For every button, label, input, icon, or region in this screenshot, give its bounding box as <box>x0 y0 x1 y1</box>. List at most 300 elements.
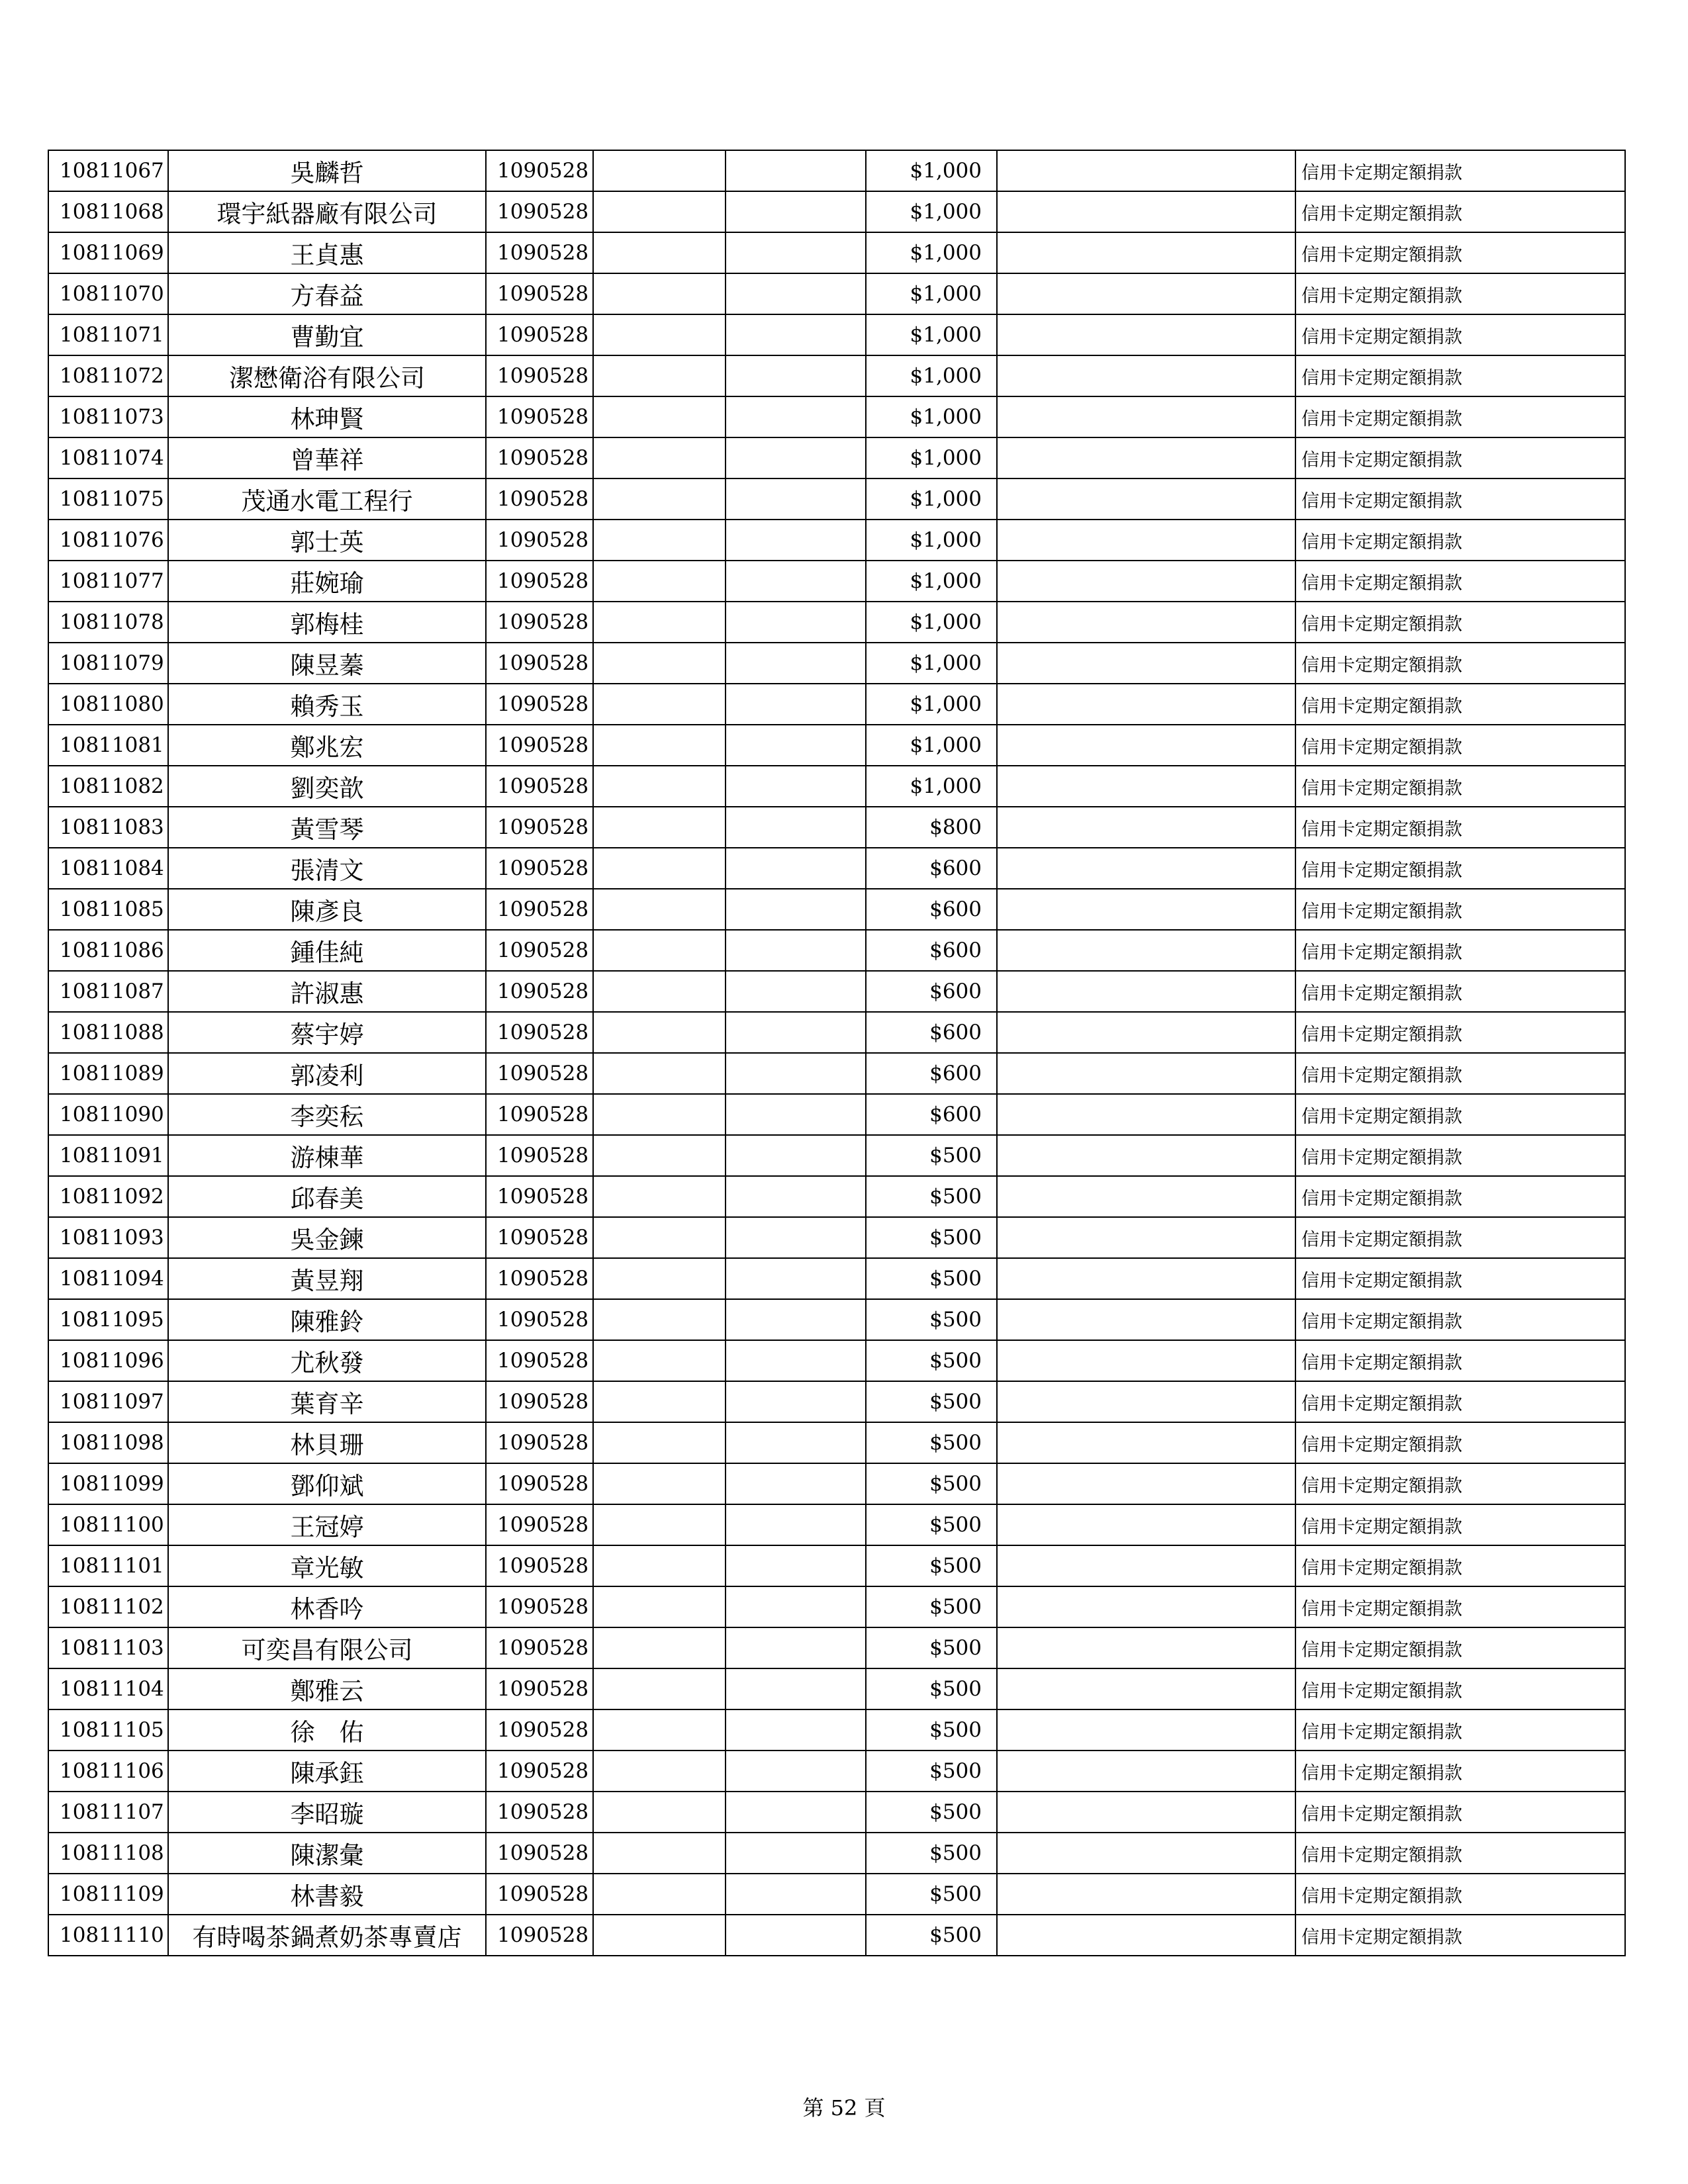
empty-cell-1 <box>593 1463 726 1504</box>
id-cell: 10811077 <box>48 561 168 602</box>
empty-cell-1 <box>593 1258 726 1299</box>
donor-name-cell: 王冠婷 <box>168 1504 486 1545</box>
table-row <box>48 561 1625 602</box>
id-cell: 10811103 <box>48 1627 168 1668</box>
note-cell: 信用卡定期定額捐款 <box>1295 1012 1625 1053</box>
empty-cell-1 <box>593 232 726 273</box>
table-row <box>48 971 1625 1012</box>
empty-cell-1 <box>593 1751 726 1792</box>
donor-name-cell: 林香吟 <box>168 1586 486 1627</box>
amount-cell: $500 <box>866 1299 997 1340</box>
amount-cell: $500 <box>866 1422 997 1463</box>
empty-cell-1 <box>593 1627 726 1668</box>
table-row <box>48 314 1625 355</box>
id-cell: 10811107 <box>48 1792 168 1833</box>
donor-name-cell: 環宇紙器廠有限公司 <box>168 191 486 232</box>
donor-name-cell: 王貞惠 <box>168 232 486 273</box>
empty-cell-3 <box>997 930 1295 971</box>
empty-cell-1 <box>593 561 726 602</box>
date-cell: 1090528 <box>486 1299 593 1340</box>
empty-cell-1 <box>593 396 726 437</box>
empty-cell-1 <box>593 273 726 314</box>
table-row <box>48 1915 1625 1956</box>
id-cell: 10811100 <box>48 1504 168 1545</box>
table-row <box>48 1340 1625 1381</box>
amount-cell: $1,000 <box>866 766 997 807</box>
table-row <box>48 684 1625 725</box>
empty-cell-2 <box>726 1053 866 1094</box>
donor-name-cell: 鄭兆宏 <box>168 725 486 766</box>
empty-cell-3 <box>997 684 1295 725</box>
empty-cell-1 <box>593 1668 726 1709</box>
table-row <box>48 1258 1625 1299</box>
empty-cell-1 <box>593 520 726 561</box>
date-cell: 1090528 <box>486 930 593 971</box>
empty-cell-2 <box>726 1545 866 1586</box>
table-row <box>48 232 1625 273</box>
note-cell: 信用卡定期定額捐款 <box>1295 602 1625 643</box>
date-cell: 1090528 <box>486 643 593 684</box>
table-row <box>48 1792 1625 1833</box>
amount-cell: $500 <box>866 1217 997 1258</box>
amount-cell: $1,000 <box>866 561 997 602</box>
date-cell: 1090528 <box>486 314 593 355</box>
donor-name-cell: 郭梅桂 <box>168 602 486 643</box>
empty-cell-3 <box>997 1012 1295 1053</box>
empty-cell-3 <box>997 1258 1295 1299</box>
id-cell: 10811097 <box>48 1381 168 1422</box>
table-row <box>48 1627 1625 1668</box>
empty-cell-1 <box>593 1874 726 1915</box>
table-row <box>48 1586 1625 1627</box>
id-cell: 10811104 <box>48 1668 168 1709</box>
empty-cell-2 <box>726 1135 866 1176</box>
note-cell: 信用卡定期定額捐款 <box>1295 725 1625 766</box>
empty-cell-2 <box>726 1340 866 1381</box>
empty-cell-3 <box>997 1751 1295 1792</box>
empty-cell-2 <box>726 1668 866 1709</box>
table-row <box>48 1381 1625 1422</box>
empty-cell-3 <box>997 1792 1295 1833</box>
empty-cell-1 <box>593 355 726 396</box>
amount-cell: $1,000 <box>866 314 997 355</box>
empty-cell-3 <box>997 520 1295 561</box>
amount-cell: $600 <box>866 889 997 930</box>
table-row <box>48 1751 1625 1792</box>
empty-cell-3 <box>997 437 1295 478</box>
empty-cell-2 <box>726 1792 866 1833</box>
id-cell: 10811101 <box>48 1545 168 1586</box>
empty-cell-3 <box>997 1874 1295 1915</box>
donor-name-cell: 章光敏 <box>168 1545 486 1586</box>
donor-name-cell: 郭凌利 <box>168 1053 486 1094</box>
donor-name-cell: 蔡宇婷 <box>168 1012 486 1053</box>
amount-cell: $1,000 <box>866 273 997 314</box>
table-row <box>48 1012 1625 1053</box>
empty-cell-2 <box>726 930 866 971</box>
donor-name-cell: 賴秀玉 <box>168 684 486 725</box>
id-cell: 10811108 <box>48 1833 168 1874</box>
empty-cell-3 <box>997 1504 1295 1545</box>
donor-name-cell: 莊婉瑜 <box>168 561 486 602</box>
id-cell: 10811095 <box>48 1299 168 1340</box>
donor-name-cell: 黃雪琴 <box>168 807 486 848</box>
table-row <box>48 602 1625 643</box>
empty-cell-2 <box>726 1094 866 1135</box>
amount-cell: $500 <box>866 1176 997 1217</box>
date-cell: 1090528 <box>486 561 593 602</box>
donor-name-cell: 黃昱翔 <box>168 1258 486 1299</box>
table-row <box>48 1709 1625 1751</box>
empty-cell-2 <box>726 355 866 396</box>
empty-cell-2 <box>726 1915 866 1956</box>
date-cell: 1090528 <box>486 766 593 807</box>
empty-cell-2 <box>726 1709 866 1751</box>
date-cell: 1090528 <box>486 1833 593 1874</box>
empty-cell-1 <box>593 1340 726 1381</box>
date-cell: 1090528 <box>486 807 593 848</box>
id-cell: 10811082 <box>48 766 168 807</box>
id-cell: 10811088 <box>48 1012 168 1053</box>
empty-cell-3 <box>997 1586 1295 1627</box>
id-cell: 10811085 <box>48 889 168 930</box>
donor-name-cell: 邱春美 <box>168 1176 486 1217</box>
note-cell: 信用卡定期定額捐款 <box>1295 1094 1625 1135</box>
empty-cell-3 <box>997 1217 1295 1258</box>
note-cell: 信用卡定期定額捐款 <box>1295 643 1625 684</box>
amount-cell: $500 <box>866 1340 997 1381</box>
amount-cell: $1,000 <box>866 478 997 520</box>
id-cell: 10811106 <box>48 1751 168 1792</box>
empty-cell-3 <box>997 807 1295 848</box>
note-cell: 信用卡定期定額捐款 <box>1295 1668 1625 1709</box>
table-row <box>48 273 1625 314</box>
donor-name-cell: 陳潔彙 <box>168 1833 486 1874</box>
empty-cell-3 <box>997 1135 1295 1176</box>
amount-cell: $1,000 <box>866 602 997 643</box>
id-cell: 10811078 <box>48 602 168 643</box>
note-cell: 信用卡定期定額捐款 <box>1295 273 1625 314</box>
empty-cell-1 <box>593 684 726 725</box>
date-cell: 1090528 <box>486 725 593 766</box>
note-cell: 信用卡定期定額捐款 <box>1295 1504 1625 1545</box>
date-cell: 1090528 <box>486 602 593 643</box>
table-row <box>48 150 1625 191</box>
date-cell: 1090528 <box>486 1792 593 1833</box>
amount-cell: $1,000 <box>866 396 997 437</box>
table-row <box>48 1504 1625 1545</box>
empty-cell-2 <box>726 437 866 478</box>
amount-cell: $600 <box>866 1094 997 1135</box>
empty-cell-3 <box>997 848 1295 889</box>
empty-cell-2 <box>726 1586 866 1627</box>
id-cell: 10811071 <box>48 314 168 355</box>
empty-cell-3 <box>997 1176 1295 1217</box>
id-cell: 10811094 <box>48 1258 168 1299</box>
table-row <box>48 725 1625 766</box>
note-cell: 信用卡定期定額捐款 <box>1295 1258 1625 1299</box>
table-row <box>48 1874 1625 1915</box>
table-row <box>48 1299 1625 1340</box>
amount-cell: $1,000 <box>866 355 997 396</box>
id-cell: 10811072 <box>48 355 168 396</box>
note-cell: 信用卡定期定額捐款 <box>1295 1463 1625 1504</box>
amount-cell: $1,000 <box>866 643 997 684</box>
empty-cell-3 <box>997 1340 1295 1381</box>
amount-cell: $500 <box>866 1463 997 1504</box>
amount-cell: $500 <box>866 1381 997 1422</box>
empty-cell-3 <box>997 1094 1295 1135</box>
date-cell: 1090528 <box>486 273 593 314</box>
note-cell: 信用卡定期定額捐款 <box>1295 561 1625 602</box>
note-cell: 信用卡定期定額捐款 <box>1295 1217 1625 1258</box>
empty-cell-2 <box>726 150 866 191</box>
empty-cell-1 <box>593 1709 726 1751</box>
amount-cell: $500 <box>866 1874 997 1915</box>
table-row <box>48 1053 1625 1094</box>
note-cell: 信用卡定期定額捐款 <box>1295 848 1625 889</box>
empty-cell-2 <box>726 1422 866 1463</box>
amount-cell: $500 <box>866 1792 997 1833</box>
donor-name-cell: 陳雅鈴 <box>168 1299 486 1340</box>
table-row <box>48 478 1625 520</box>
date-cell: 1090528 <box>486 437 593 478</box>
table-row <box>48 807 1625 848</box>
id-cell: 10811091 <box>48 1135 168 1176</box>
amount-cell: $800 <box>866 807 997 848</box>
note-cell: 信用卡定期定額捐款 <box>1295 1586 1625 1627</box>
empty-cell-1 <box>593 1915 726 1956</box>
donor-name-cell: 鄧仰斌 <box>168 1463 486 1504</box>
empty-cell-3 <box>997 396 1295 437</box>
date-cell: 1090528 <box>486 889 593 930</box>
table-row <box>48 848 1625 889</box>
empty-cell-3 <box>997 1053 1295 1094</box>
date-cell: 1090528 <box>486 1135 593 1176</box>
donor-name-cell: 茂通水電工程行 <box>168 478 486 520</box>
note-cell: 信用卡定期定額捐款 <box>1295 478 1625 520</box>
id-cell: 10811098 <box>48 1422 168 1463</box>
empty-cell-2 <box>726 1258 866 1299</box>
amount-cell: $500 <box>866 1833 997 1874</box>
empty-cell-1 <box>593 1792 726 1833</box>
id-cell: 10811096 <box>48 1340 168 1381</box>
empty-cell-1 <box>593 1833 726 1874</box>
note-cell: 信用卡定期定額捐款 <box>1295 807 1625 848</box>
date-cell: 1090528 <box>486 1422 593 1463</box>
id-cell: 10811086 <box>48 930 168 971</box>
empty-cell-1 <box>593 725 726 766</box>
date-cell: 1090528 <box>486 848 593 889</box>
empty-cell-3 <box>997 478 1295 520</box>
empty-cell-2 <box>726 520 866 561</box>
note-cell: 信用卡定期定額捐款 <box>1295 1915 1625 1956</box>
amount-cell: $1,000 <box>866 191 997 232</box>
note-cell: 信用卡定期定額捐款 <box>1295 766 1625 807</box>
amount-cell: $500 <box>866 1545 997 1586</box>
date-cell: 1090528 <box>486 478 593 520</box>
date-cell: 1090528 <box>486 1504 593 1545</box>
id-cell: 10811073 <box>48 396 168 437</box>
date-cell: 1090528 <box>486 1627 593 1668</box>
note-cell: 信用卡定期定額捐款 <box>1295 437 1625 478</box>
empty-cell-2 <box>726 889 866 930</box>
date-cell: 1090528 <box>486 1874 593 1915</box>
empty-cell-2 <box>726 971 866 1012</box>
amount-cell: $1,000 <box>866 437 997 478</box>
note-cell: 信用卡定期定額捐款 <box>1295 1751 1625 1792</box>
empty-cell-2 <box>726 478 866 520</box>
id-cell: 10811076 <box>48 520 168 561</box>
donor-name-cell: 陳昱蓁 <box>168 643 486 684</box>
note-cell: 信用卡定期定額捐款 <box>1295 191 1625 232</box>
empty-cell-3 <box>997 1915 1295 1956</box>
note-cell: 信用卡定期定額捐款 <box>1295 396 1625 437</box>
empty-cell-2 <box>726 1217 866 1258</box>
empty-cell-2 <box>726 191 866 232</box>
empty-cell-1 <box>593 314 726 355</box>
empty-cell-3 <box>997 1299 1295 1340</box>
donor-name-cell: 陳承鈺 <box>168 1751 486 1792</box>
donor-name-cell: 吳金鍊 <box>168 1217 486 1258</box>
date-cell: 1090528 <box>486 1915 593 1956</box>
note-cell: 信用卡定期定額捐款 <box>1295 355 1625 396</box>
amount-cell: $600 <box>866 848 997 889</box>
note-cell: 信用卡定期定額捐款 <box>1295 1709 1625 1751</box>
table-row <box>48 1176 1625 1217</box>
date-cell: 1090528 <box>486 396 593 437</box>
note-cell: 信用卡定期定額捐款 <box>1295 971 1625 1012</box>
table-row <box>48 520 1625 561</box>
empty-cell-3 <box>997 1545 1295 1586</box>
date-cell: 1090528 <box>486 232 593 273</box>
empty-cell-1 <box>593 1545 726 1586</box>
table-row <box>48 396 1625 437</box>
date-cell: 1090528 <box>486 150 593 191</box>
id-cell: 10811110 <box>48 1915 168 1956</box>
donor-name-cell: 郭士英 <box>168 520 486 561</box>
id-cell: 10811099 <box>48 1463 168 1504</box>
empty-cell-3 <box>997 971 1295 1012</box>
note-cell: 信用卡定期定額捐款 <box>1295 1299 1625 1340</box>
date-cell: 1090528 <box>486 971 593 1012</box>
donor-name-cell: 有時喝茶鍋煮奶茶專賣店 <box>168 1915 486 1956</box>
table-row <box>48 1135 1625 1176</box>
empty-cell-3 <box>997 273 1295 314</box>
id-cell: 10811080 <box>48 684 168 725</box>
table-row <box>48 930 1625 971</box>
amount-cell: $600 <box>866 1053 997 1094</box>
empty-cell-1 <box>593 437 726 478</box>
amount-cell: $500 <box>866 1668 997 1709</box>
empty-cell-2 <box>726 1504 866 1545</box>
donor-name-cell: 林貝珊 <box>168 1422 486 1463</box>
date-cell: 1090528 <box>486 1053 593 1094</box>
donor-name-cell: 許淑惠 <box>168 971 486 1012</box>
id-cell: 10811105 <box>48 1709 168 1751</box>
amount-cell: $1,000 <box>866 520 997 561</box>
note-cell: 信用卡定期定額捐款 <box>1295 1053 1625 1094</box>
amount-cell: $500 <box>866 1751 997 1792</box>
empty-cell-3 <box>997 1833 1295 1874</box>
empty-cell-3 <box>997 1627 1295 1668</box>
empty-cell-3 <box>997 1709 1295 1751</box>
amount-cell: $1,000 <box>866 684 997 725</box>
empty-cell-3 <box>997 1463 1295 1504</box>
note-cell: 信用卡定期定額捐款 <box>1295 1792 1625 1833</box>
empty-cell-2 <box>726 1627 866 1668</box>
note-cell: 信用卡定期定額捐款 <box>1295 1874 1625 1915</box>
date-cell: 1090528 <box>486 684 593 725</box>
page-number: 第 52 頁 <box>802 2095 886 2120</box>
empty-cell-2 <box>726 684 866 725</box>
donation-table-body <box>48 150 1625 1956</box>
donor-name-cell: 鍾佳純 <box>168 930 486 971</box>
empty-cell-1 <box>593 766 726 807</box>
note-cell: 信用卡定期定額捐款 <box>1295 1833 1625 1874</box>
note-cell: 信用卡定期定額捐款 <box>1295 889 1625 930</box>
empty-cell-1 <box>593 1053 726 1094</box>
date-cell: 1090528 <box>486 1340 593 1381</box>
empty-cell-3 <box>997 314 1295 355</box>
table-row <box>48 1422 1625 1463</box>
table-row <box>48 355 1625 396</box>
empty-cell-2 <box>726 1299 866 1340</box>
table-row <box>48 766 1625 807</box>
table-row <box>48 1545 1625 1586</box>
empty-cell-1 <box>593 1381 726 1422</box>
amount-cell: $500 <box>866 1135 997 1176</box>
empty-cell-2 <box>726 766 866 807</box>
empty-cell-2 <box>726 1833 866 1874</box>
amount-cell: $600 <box>866 971 997 1012</box>
note-cell: 信用卡定期定額捐款 <box>1295 930 1625 971</box>
empty-cell-3 <box>997 643 1295 684</box>
empty-cell-3 <box>997 766 1295 807</box>
empty-cell-3 <box>997 150 1295 191</box>
table-row <box>48 191 1625 232</box>
date-cell: 1090528 <box>486 1217 593 1258</box>
date-cell: 1090528 <box>486 1751 593 1792</box>
note-cell: 信用卡定期定額捐款 <box>1295 1135 1625 1176</box>
amount-cell: $500 <box>866 1915 997 1956</box>
empty-cell-2 <box>726 314 866 355</box>
date-cell: 1090528 <box>486 191 593 232</box>
note-cell: 信用卡定期定額捐款 <box>1295 1340 1625 1381</box>
empty-cell-1 <box>593 1012 726 1053</box>
donor-name-cell: 張清文 <box>168 848 486 889</box>
empty-cell-3 <box>997 889 1295 930</box>
table-row <box>48 1463 1625 1504</box>
id-cell: 10811102 <box>48 1586 168 1627</box>
note-cell: 信用卡定期定額捐款 <box>1295 232 1625 273</box>
donor-name-cell: 可奕昌有限公司 <box>168 1627 486 1668</box>
donor-name-cell: 李奕秐 <box>168 1094 486 1135</box>
table-row <box>48 1833 1625 1874</box>
id-cell: 10811081 <box>48 725 168 766</box>
empty-cell-1 <box>593 478 726 520</box>
empty-cell-2 <box>726 561 866 602</box>
empty-cell-2 <box>726 1463 866 1504</box>
donor-name-cell: 葉育辛 <box>168 1381 486 1422</box>
date-cell: 1090528 <box>486 1176 593 1217</box>
empty-cell-2 <box>726 396 866 437</box>
date-cell: 1090528 <box>486 1094 593 1135</box>
empty-cell-3 <box>997 1422 1295 1463</box>
empty-cell-2 <box>726 273 866 314</box>
empty-cell-3 <box>997 355 1295 396</box>
date-cell: 1090528 <box>486 1258 593 1299</box>
